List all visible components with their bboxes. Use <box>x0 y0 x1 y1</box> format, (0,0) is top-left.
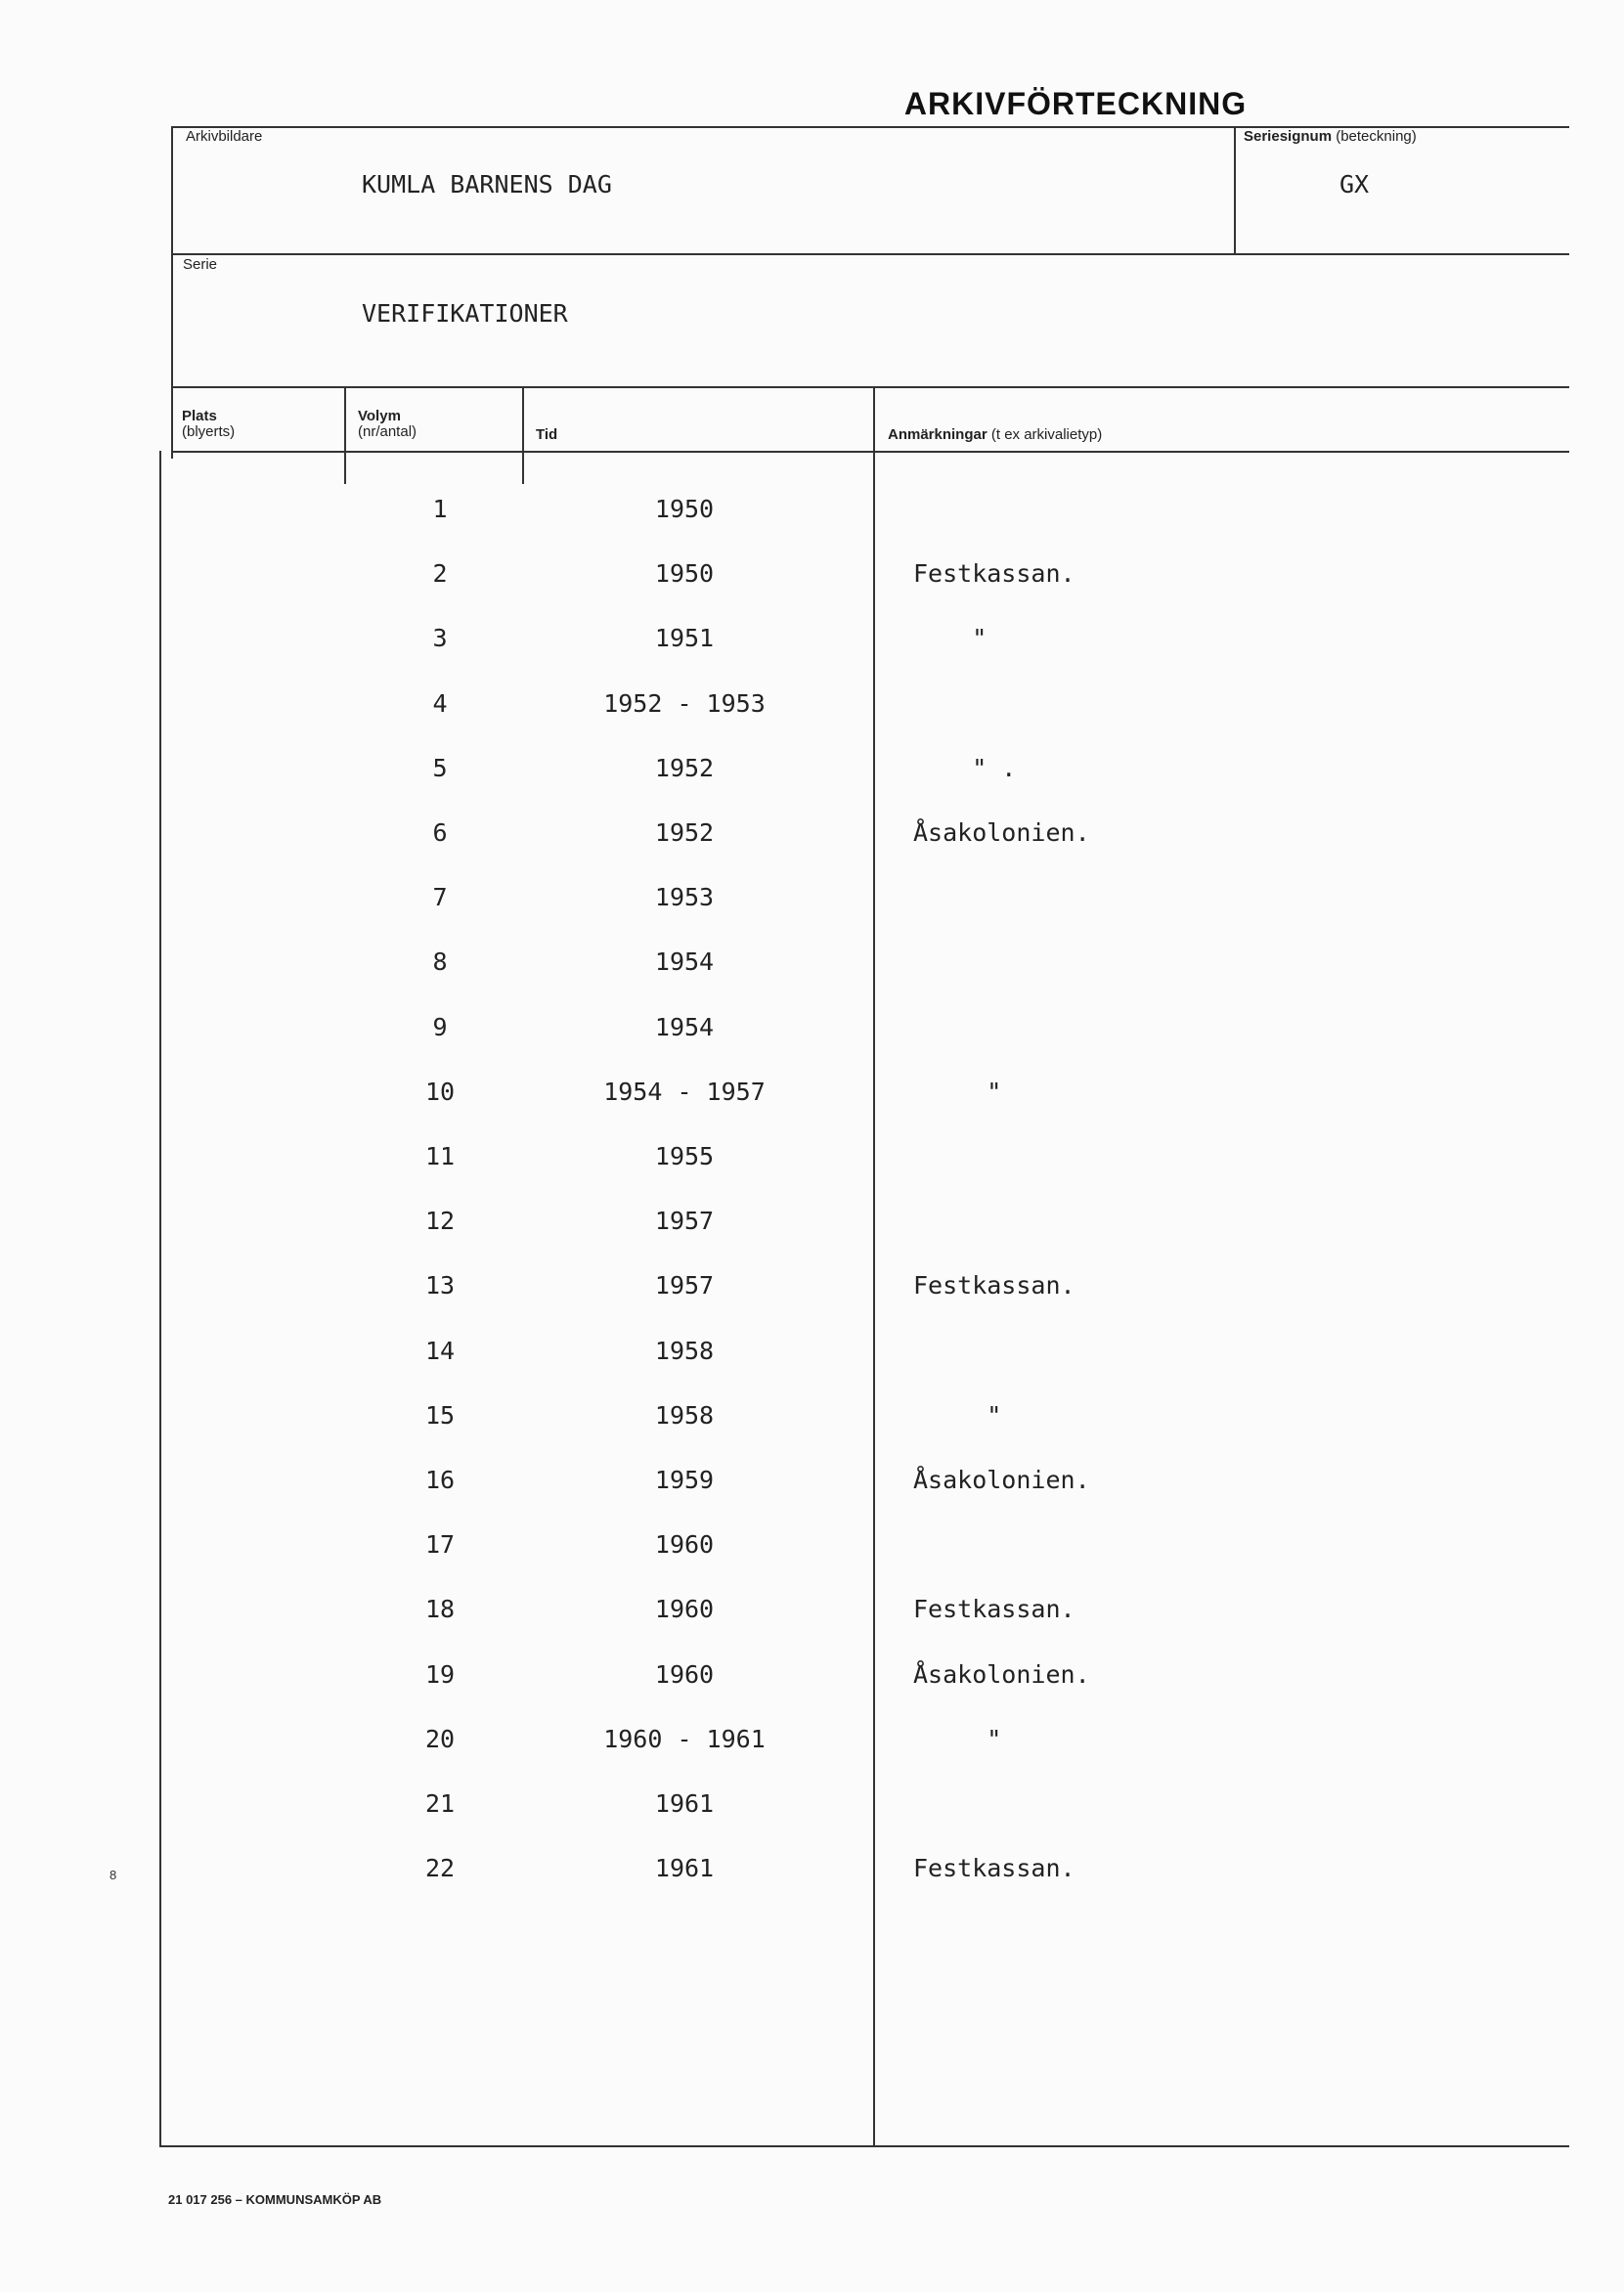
volym-cell: 20 <box>424 1725 456 1753</box>
anmarkning-cell: " <box>913 624 988 652</box>
anmarkning-cell: Festkassan. <box>913 559 1075 588</box>
volym-header-line2: (nr/antal) <box>358 423 417 440</box>
anm-divider <box>873 386 875 2146</box>
volym-cell: 9 <box>432 1013 448 1041</box>
volym-cell: 7 <box>432 883 448 911</box>
tid-cell: 1952 <box>654 754 715 782</box>
form-footer: 21 017 256 – KOMMUNSAMKÖP AB <box>168 2192 382 2207</box>
volym-cell: 18 <box>424 1595 456 1623</box>
tid-cell: 1960 - 1961 <box>603 1725 766 1753</box>
seriesignum-divider <box>1234 126 1236 253</box>
anmarkning-cell: " <box>913 1078 1002 1106</box>
volym-cell: 21 <box>424 1789 456 1818</box>
volym-cell: 5 <box>432 754 448 782</box>
volym-cell: 6 <box>432 818 448 847</box>
volym-cell: 10 <box>424 1078 456 1106</box>
volym-cell: 22 <box>424 1854 456 1882</box>
anmarkningar-header <box>888 427 1102 443</box>
tid-divider <box>522 386 524 484</box>
volym-cell: 15 <box>424 1401 456 1430</box>
plats-header <box>182 409 235 440</box>
anmarkning-cell: Festkassan. <box>913 1595 1075 1623</box>
column-header-top-rule <box>171 386 1569 388</box>
anmarkning-cell: " <box>913 1725 1002 1753</box>
anmarkning-cell: Åsakolonien. <box>913 1466 1090 1494</box>
tid-cell: 1954 <box>654 1013 715 1041</box>
arkivbildare-label: Arkivbildare <box>186 128 263 145</box>
tid-header: Tid <box>536 426 558 443</box>
tid-cell: 1950 <box>654 495 715 523</box>
volym-cell: 19 <box>424 1660 456 1689</box>
serie-label: Serie <box>183 256 218 273</box>
volym-divider <box>344 386 346 484</box>
page-number: 8 <box>110 1868 117 1882</box>
tid-cell: 1952 <box>654 818 715 847</box>
volym-cell: 3 <box>432 624 448 652</box>
volym-cell: 14 <box>424 1337 456 1365</box>
anmarkning-cell: Åsakolonien. <box>913 818 1090 847</box>
anm-header-rest: (t ex arkivalietyp) <box>990 426 1103 443</box>
tid-cell: 1954 <box>654 948 715 976</box>
anmarkning-cell: Festkassan. <box>913 1854 1075 1882</box>
serie-rule <box>171 253 1569 255</box>
anmarkning-cell: Festkassan. <box>913 1271 1075 1300</box>
tid-cell: 1950 <box>654 559 715 588</box>
volym-cell: 1 <box>432 495 448 523</box>
volym-cell: 2 <box>432 559 448 588</box>
tid-cell: 1955 <box>654 1142 715 1170</box>
bottom-rule <box>159 2145 1569 2147</box>
seriesignum-label-rest: (beteckning) <box>1336 128 1417 145</box>
volym-cell: 12 <box>424 1207 456 1235</box>
form-title: ARKIVFÖRTECKNING <box>903 86 1248 121</box>
volym-cell: 13 <box>424 1271 456 1300</box>
anmarkning-cell: Åsakolonien. <box>913 1660 1090 1689</box>
plats-header-line1: Plats <box>182 408 217 424</box>
tid-cell: 1959 <box>654 1466 715 1494</box>
volym-cell: 16 <box>424 1466 456 1494</box>
column-header-bottom-rule <box>171 451 1569 453</box>
plats-header-line2: (blyerts) <box>182 423 236 440</box>
left-border-upper <box>171 126 173 459</box>
volym-header <box>358 409 417 440</box>
anmarkning-cell: " <box>913 1401 1002 1430</box>
tid-cell: 1960 <box>654 1595 715 1623</box>
anmarkning-cell: " . <box>913 754 1017 782</box>
volym-cell: 11 <box>424 1142 456 1170</box>
volym-cell: 17 <box>424 1530 456 1559</box>
seriesignum-label <box>1244 129 1417 145</box>
tid-cell: 1958 <box>654 1401 715 1430</box>
tid-cell: 1961 <box>654 1789 715 1818</box>
tid-cell: 1951 <box>654 624 715 652</box>
arkivbildare-value: KUMLA BARNENS DAG <box>362 170 612 198</box>
anm-header-bold: Anmärkningar <box>888 426 988 443</box>
volym-header-line1: Volym <box>358 408 401 424</box>
seriesignum-label-bold: Seriesignum <box>1244 128 1333 145</box>
tid-cell: 1960 <box>654 1530 715 1559</box>
tid-cell: 1952 - 1953 <box>603 689 766 718</box>
tid-cell: 1953 <box>654 883 715 911</box>
tid-cell: 1960 <box>654 1660 715 1689</box>
tid-cell: 1958 <box>654 1337 715 1365</box>
tid-cell: 1957 <box>654 1271 715 1300</box>
volym-cell: 8 <box>432 948 448 976</box>
tid-cell: 1961 <box>654 1854 715 1882</box>
volym-cell: 4 <box>432 689 448 718</box>
seriesignum-value: GX <box>1339 170 1370 198</box>
tid-cell: 1954 - 1957 <box>603 1078 766 1106</box>
left-border-lower <box>159 451 161 2147</box>
serie-value: VERIFIKATIONER <box>362 299 568 328</box>
tid-cell: 1957 <box>654 1207 715 1235</box>
